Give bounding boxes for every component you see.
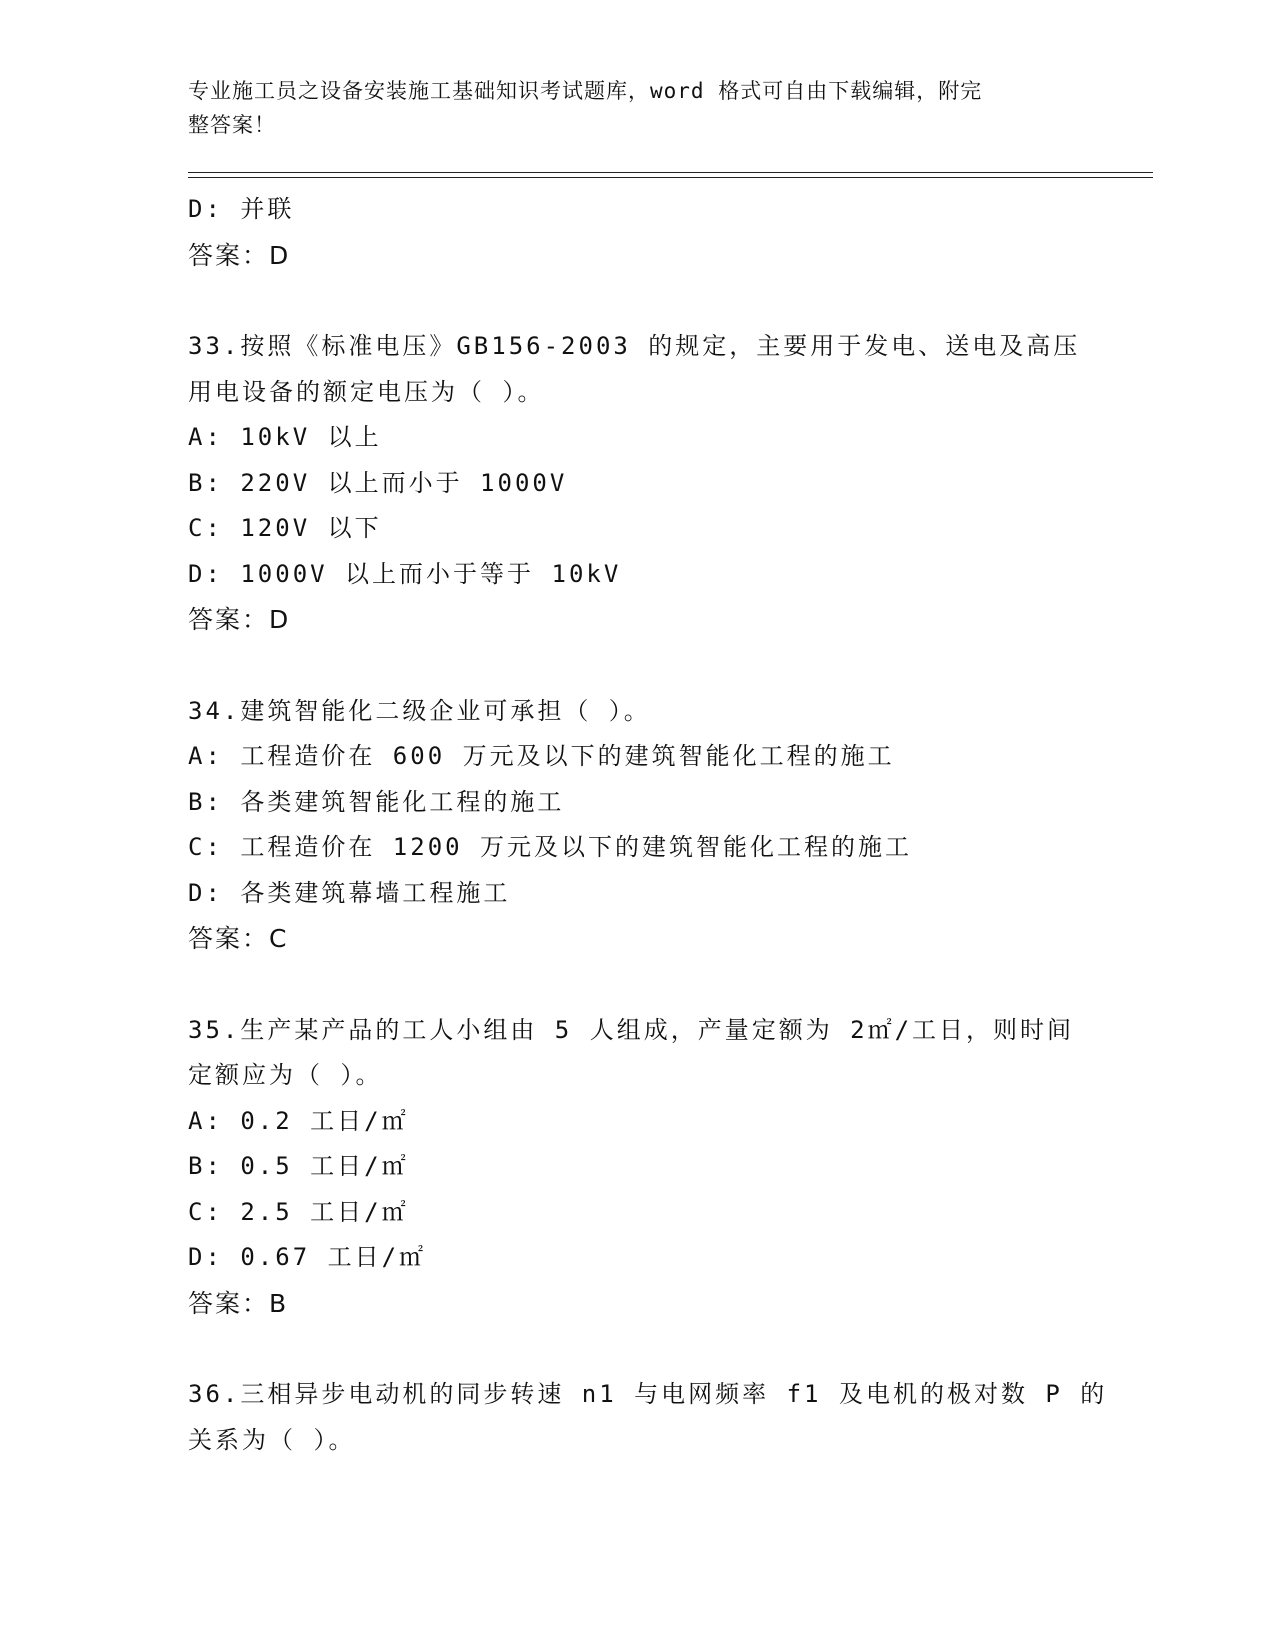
answer-line: 答案：D <box>188 240 291 270</box>
previous-question-tail <box>188 187 1088 278</box>
option-d: D: 各类建筑幕墙工程施工 <box>188 878 511 907</box>
header-line-2: 整答案！ <box>188 113 276 137</box>
question-35 <box>188 1008 1088 1327</box>
header-divider-bottom <box>188 177 1153 178</box>
question-36 <box>188 1372 1108 1463</box>
question-stem: 36.三相异步电动机的同步转速 n1 与电网频率 f1 及电机的极对数 P 的 <box>188 1380 1108 1408</box>
answer-line: 答案：C <box>188 924 289 953</box>
answer-line: 答案：B <box>188 1288 289 1318</box>
spacer <box>188 278 1088 324</box>
option-a: A: 10kV 以上 <box>188 423 382 451</box>
header-line-1: 专业施工员之设备安装施工基础知识考试题库，word 格式可自由下载编辑，附完 <box>188 79 983 103</box>
question-stem: 用电设备的额定电压为（ ）。 <box>188 377 545 406</box>
option-b: B: 220V 以上而小于 1000V <box>188 468 568 497</box>
document-header <box>188 74 1088 142</box>
spacer <box>188 1326 1088 1372</box>
question-stem: 35.生产某产品的工人小组由 5 人组成，产量定额为 2㎡/工日，则时间 <box>188 1015 1075 1044</box>
question-stem: 关系为（ ）。 <box>188 1425 356 1454</box>
spacer <box>188 643 1088 689</box>
question-list <box>188 187 1108 1463</box>
question-34 <box>188 689 1088 962</box>
question-stem: 34.建筑智能化二级企业可承担（ ）。 <box>188 696 651 725</box>
option-c: C: 2.5 工日/㎡ <box>188 1197 409 1226</box>
question-stem: 定额应为（ ）。 <box>188 1061 383 1089</box>
option-c: C: 工程造价在 1200 万元及以下的建筑智能化工程的施工 <box>188 833 913 861</box>
option-d: D: 0.67 工日/㎡ <box>188 1243 427 1271</box>
option-c: C: 120V 以下 <box>188 514 382 542</box>
option-b: B: 0.5 工日/㎡ <box>188 1152 409 1180</box>
option-a: A: 0.2 工日/㎡ <box>188 1106 409 1135</box>
question-33 <box>188 324 1088 643</box>
option-a: A: 工程造价在 600 万元及以下的建筑智能化工程的施工 <box>188 742 895 770</box>
option-d: D: 1000V 以上而小于等于 10kV <box>188 559 622 588</box>
answer-line: 答案：D <box>188 605 291 634</box>
option-b: B: 各类建筑智能化工程的施工 <box>188 787 565 816</box>
question-stem: 33.按照《标准电压》GB156-2003 的规定，主要用于发电、送电及高压 <box>188 332 1081 360</box>
header-divider-top <box>188 172 1153 173</box>
option-d: D: 并联 <box>188 195 295 223</box>
spacer <box>188 962 1088 1008</box>
